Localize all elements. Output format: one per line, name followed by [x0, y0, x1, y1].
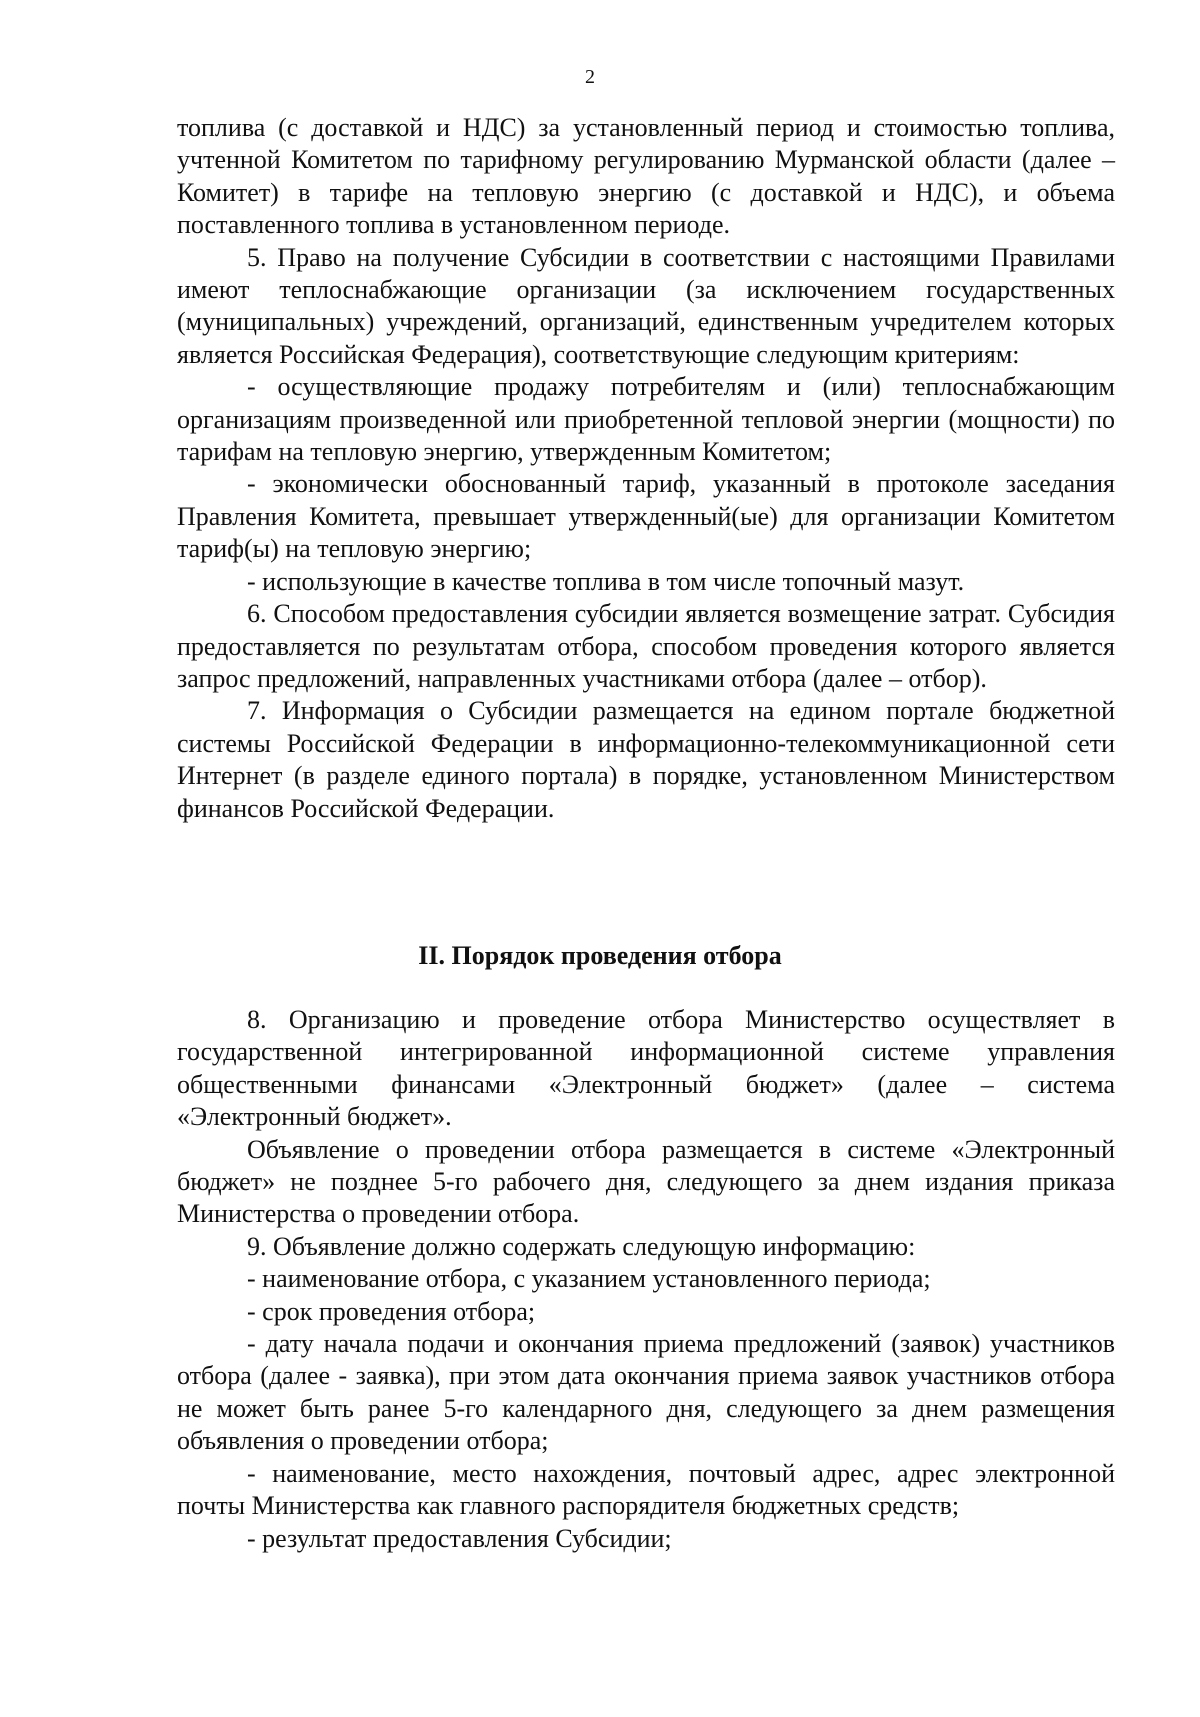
paragraph: - наименование, место нахождения, почтовый адрес, адрес электронной почты Министерства как главного распорядителя бюджетных средств;	[177, 1458, 1115, 1521]
section-1-body	[177, 112, 1115, 825]
paragraph: 6. Способом предоставления субсидии является возмещение затрат. Субсидия предоставляется по результатам отбора, способом проведения которого является запрос предложений, направленных участниками отбора (далее – отбор).	[177, 599, 1115, 693]
paragraph: - дату начала подачи и окончания приема предложений (заявок) участников отбора (далее - заявка), при этом дата окончания приема заявок участников отбора не может быть ранее 5-го календарного дня, следующего за днем размещения объявления о проведении отбора;	[177, 1329, 1115, 1456]
paragraph: - результат предоставления Субсидии;	[247, 1523, 672, 1553]
paragraph: 5. Право на получение Субсидии в соответствии с настоящими Правилами имеют теплоснабжающие организации (за исключением государственных (муниципальных) учреждений, организаций, единственным учредителем которых является Российская Федерация), соответствующие следующим критериям:	[177, 242, 1115, 369]
paragraph: - осуществляющие продажу потребителям и (или) теплоснабжающим организациям произведенной или приобретенной тепловой энергии (мощности) по тарифам на тепловую энергию, утвержденным Комитетом;	[177, 372, 1115, 467]
paragraph: 8. Организацию и проведение отбора Министерство осуществляет в государственной интегрированной информационной системе управления общественными финансами «Электронный бюджет» (далее – система «Электронный бюджет».	[177, 1005, 1115, 1132]
paragraph: топлива (с доставкой и НДС) за установленный период и стоимостью топлива, учтенной Комитетом по тарифному регулированию Мурманской области (далее – Комитет) в тарифе на тепловую энергию (с доставкой и НДС), и объема поставленного топлива в установленном периоде.	[177, 113, 1115, 240]
paragraph: - экономически обоснованный тариф, указанный в протоколе заседания Правления Комитета, превышает утвержденный(ые) для организации Комитетом тариф(ы) на тепловую энергию;	[177, 469, 1115, 564]
paragraph: 7. Информация о Субсидии размещается на едином портале бюджетной системы Российской Федерации в информационно-телекоммуникационной сети Интернет (в разделе единого портала) в порядке, установленном Министерством финансов Российской Федерации.	[177, 696, 1115, 823]
paragraph: 9. Объявление должно содержать следующую информацию:	[247, 1231, 916, 1261]
paragraph: - наименование отбора, с указанием установленного периода;	[247, 1264, 931, 1294]
paragraph: - срок проведения отбора;	[247, 1296, 536, 1326]
page-number: 2	[585, 66, 595, 88]
section-title: II. Порядок проведения отбора	[418, 941, 782, 970]
paragraph: Объявление о проведении отбора размещается в системе «Электронный бюджет» не позднее 5-го рабочего дня, следующего за днем издания приказа Министерства о проведении отбора.	[177, 1134, 1115, 1229]
paragraph: - использующие в качестве топлива в том числе топочный мазут.	[247, 566, 965, 596]
section-2-body	[177, 1004, 1115, 1555]
